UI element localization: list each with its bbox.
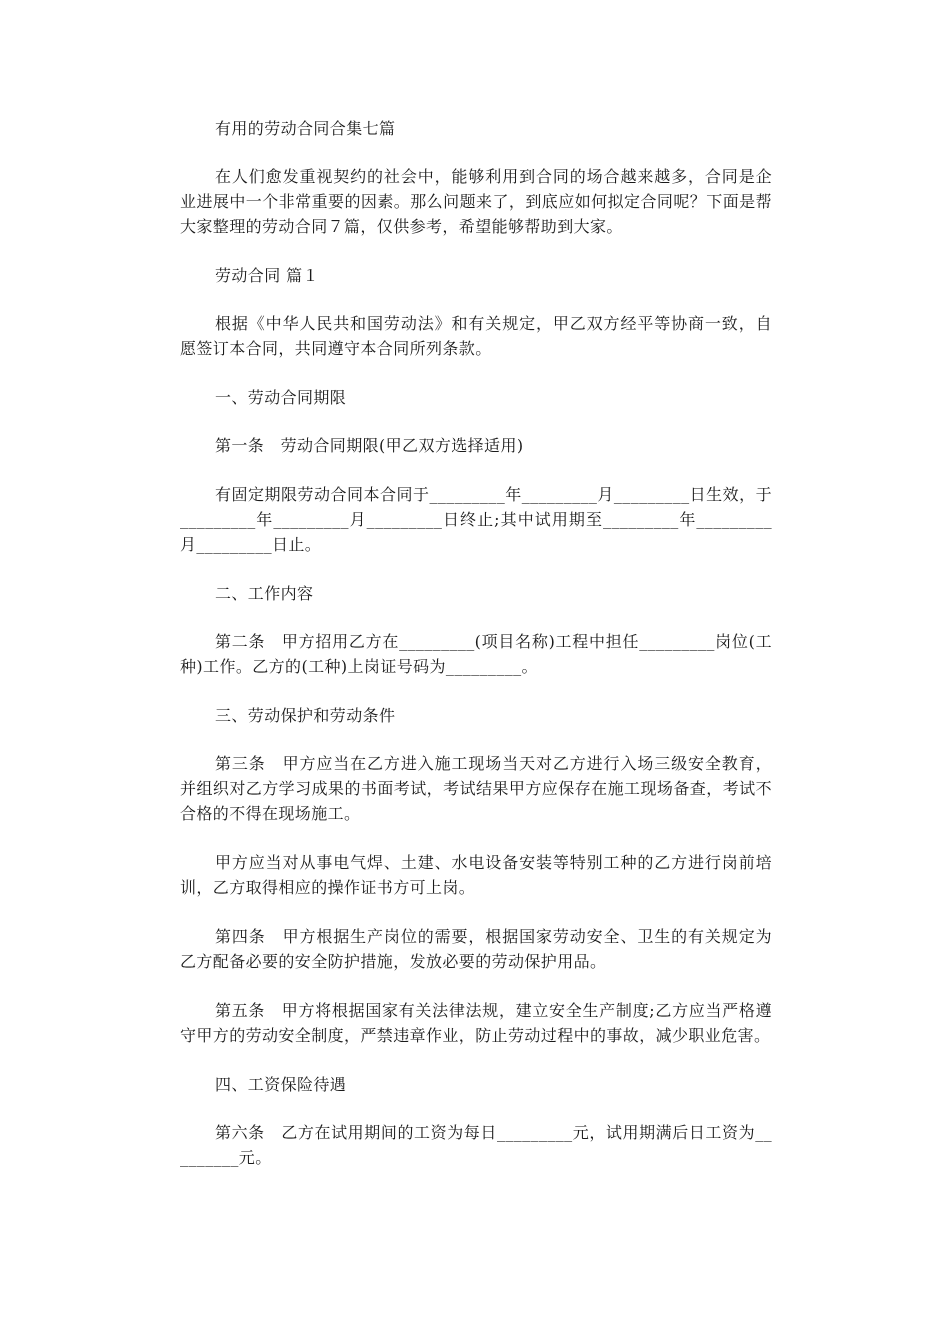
section-heading-work: 二、工作内容 <box>215 584 314 603</box>
article-1-body: 有固定期限劳动合同本合同于_________年_________月_________日生效，于_________年_________月_________日终止;其中试用期至_________年_________月_________日止。 <box>180 485 772 554</box>
intro-paragraph: 在人们愈发重视契约的社会中，能够利用到合同的场合越来越多，合同是企业进展中一个非常重要的因素。那么问题来了，到底应如何拟定合同呢？下面是帮大家整理的劳动合同７篇，仅供参考，希望能够帮助到大家。 <box>180 167 772 236</box>
article-6: 第六条 乙方在试用期间的工资为每日_________元，试用期满后日工资为_________元。 <box>180 1123 772 1167</box>
document-title: 有用的劳动合同合集七篇 <box>215 119 396 138</box>
contract-heading: 劳动合同 篇１ <box>215 266 319 285</box>
article-3-training: 甲方应当对从事电气焊、土建、水电设备安装等特别工种的乙方进行岗前培训，乙方取得相应的操作证书方可上岗。 <box>180 853 772 897</box>
section-heading-wages: 四、工资保险待遇 <box>215 1075 347 1094</box>
document-page <box>180 116 772 1194</box>
preamble-paragraph: 根据《中华人民共和国劳动法》和有关规定，甲乙双方经平等协商一致，自愿签订本合同，共同遵守本合同所列条款。 <box>180 314 772 358</box>
article-5: 第五条 甲方将根据国家有关法律法规，建立安全生产制度;乙方应当严格遵守甲方的劳动安全制度，严禁违章作业，防止劳动过程中的事故，减少职业危害。 <box>180 1001 772 1045</box>
article-2: 第二条 甲方招用乙方在_________(项目名称)工程中担任_________岗位(工种)工作。乙方的(工种)上岗证号码为_________。 <box>180 632 772 676</box>
article-3: 第三条 甲方应当在乙方进入施工现场当天对乙方进行入场三级安全教育，并组织对乙方学习成果的书面考试，考试结果甲方应保存在施工现场备查，考试不合格的不得在现场施工。 <box>180 754 772 823</box>
article-1-title: 第一条 劳动合同期限(甲乙双方选择适用) <box>215 436 524 455</box>
article-4: 第四条 甲方根据生产岗位的需要，根据国家劳动安全、卫生的有关规定为乙方配备必要的安全防护措施，发放必要的劳动保护用品。 <box>180 927 772 971</box>
section-heading-term: 一、劳动合同期限 <box>215 388 347 407</box>
section-heading-protection: 三、劳动保护和劳动条件 <box>215 706 396 725</box>
